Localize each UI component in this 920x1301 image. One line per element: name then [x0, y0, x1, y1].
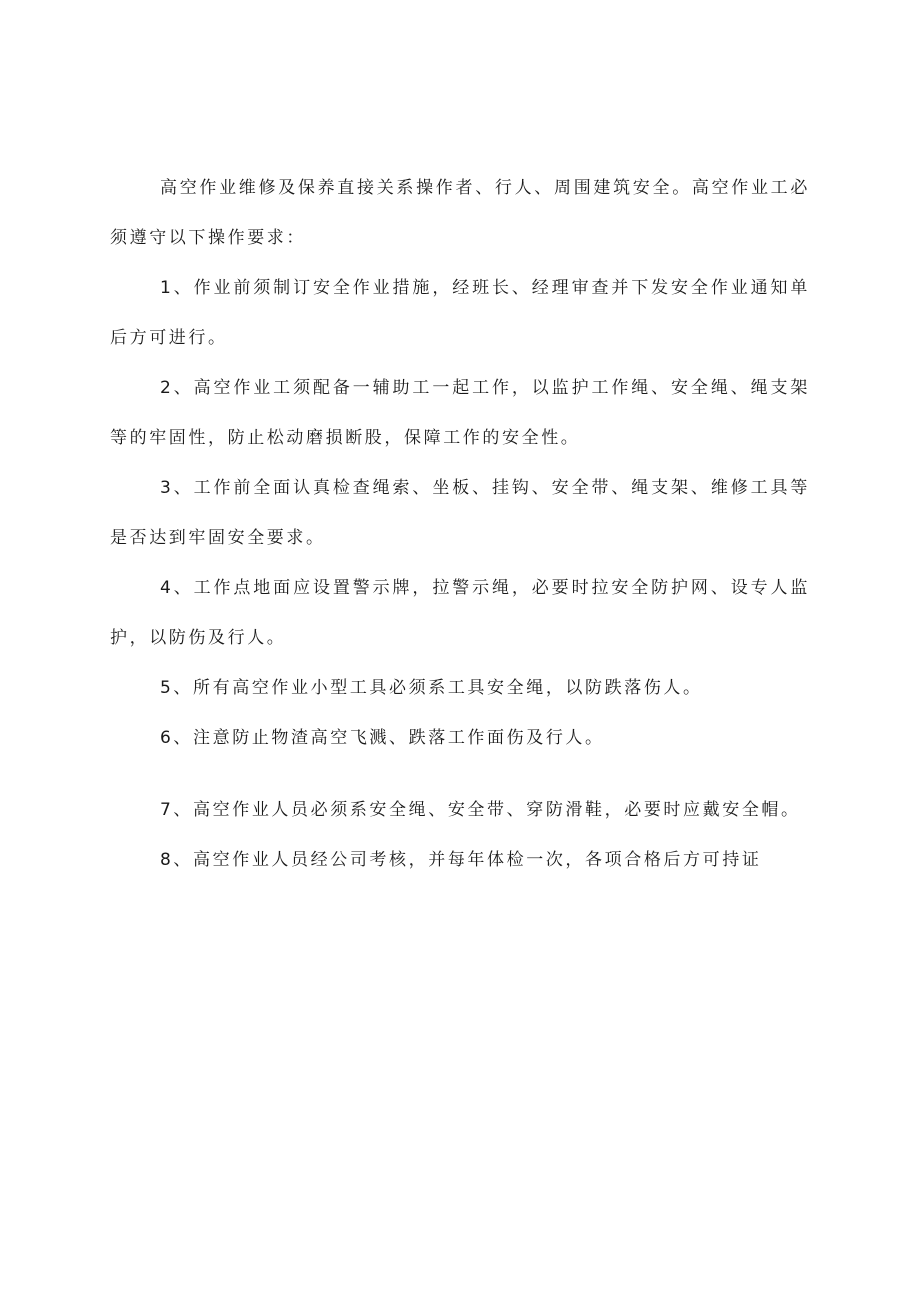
rule-item-8: 8、高空作业人员经公司考核，并每年体检一次，各项合格后方可持证 — [160, 850, 762, 870]
rule-item-6: 6、注意防止物渣高空飞溅、跌落工作面伤及行人。 — [160, 728, 605, 748]
rule-item-1: 1、作业前须制订安全作业措施，经班长、经理审查并下发安全作业通知单后方可进行。 — [110, 278, 810, 348]
rule-item-7: 7、高空作业人员必须系安全绳、安全带、穿防滑鞋，必要时应戴安全帽。 — [160, 800, 801, 820]
rule-item-4: 4、工作点地面应设置警示牌，拉警示绳，必要时拉安全防护网、设专人监护，以防伤及行人。 — [110, 578, 810, 648]
rule-item-5: 5、所有高空作业小型工具必须系工具安全绳，以防跌落伤人。 — [160, 678, 703, 698]
document-body — [110, 163, 810, 885]
rule-item-3: 3、工作前全面认真检查绳索、坐板、挂钩、安全带、绳支架、维修工具等是否达到牢固安全要求。 — [110, 478, 810, 548]
intro-paragraph: 高空作业维修及保养直接关系操作者、行人、周围建筑安全。高空作业工必须遵守以下操作要求： — [110, 178, 810, 248]
rule-item-2: 2、高空作业工须配备一辅助工一起工作，以监护工作绳、安全绳、绳支架等的牢固性，防止松动磨损断股，保障工作的安全性。 — [110, 378, 810, 448]
